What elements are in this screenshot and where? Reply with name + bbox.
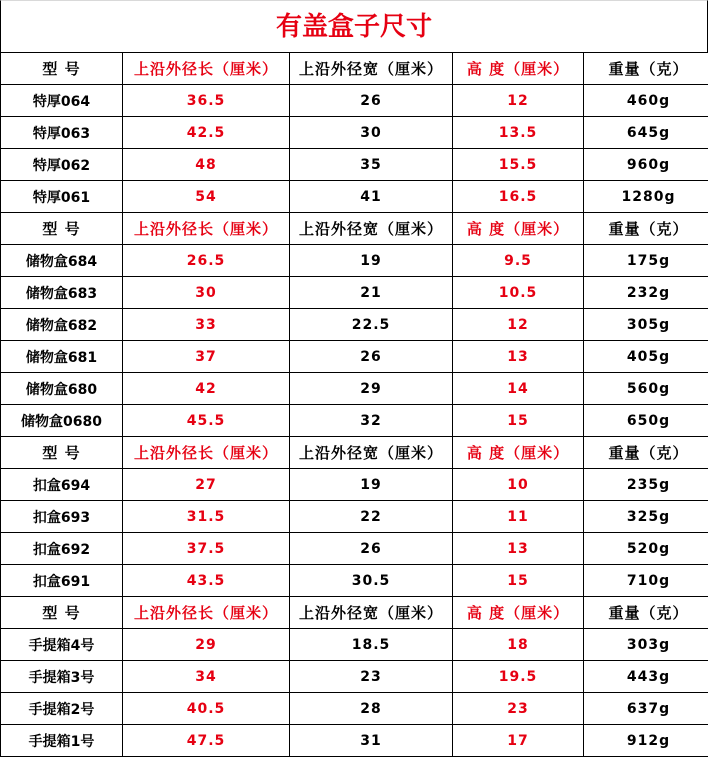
value-cell[interactable]: 27 bbox=[123, 469, 290, 501]
value-cell[interactable]: 710g bbox=[584, 565, 708, 597]
value-cell[interactable]: 28 bbox=[290, 693, 453, 725]
value-cell[interactable]: 16.5 bbox=[453, 181, 584, 213]
value-cell[interactable]: 22 bbox=[290, 501, 453, 533]
value-cell[interactable]: 41 bbox=[290, 181, 453, 213]
value-cell[interactable]: 14 bbox=[453, 373, 584, 405]
value-cell[interactable]: 54 bbox=[123, 181, 290, 213]
value-cell[interactable]: 26 bbox=[290, 85, 453, 117]
value-cell[interactable]: 30 bbox=[123, 277, 290, 309]
value-cell[interactable]: 13 bbox=[453, 341, 584, 373]
table-row bbox=[1, 309, 708, 341]
table-row bbox=[1, 725, 708, 757]
table-row bbox=[1, 245, 708, 277]
table-row bbox=[1, 693, 708, 725]
value-cell[interactable]: 325g bbox=[584, 501, 708, 533]
value-cell[interactable]: 17 bbox=[453, 725, 584, 757]
header-cell[interactable]: 重量（克） bbox=[584, 437, 708, 469]
header-cell[interactable]: 型 号 bbox=[1, 437, 123, 469]
value-cell[interactable]: 26.5 bbox=[123, 245, 290, 277]
value-cell[interactable]: 30.5 bbox=[290, 565, 453, 597]
value-cell[interactable]: 26 bbox=[290, 533, 453, 565]
model-cell[interactable]: 特厚064 bbox=[1, 85, 123, 117]
value-cell[interactable]: 31 bbox=[290, 725, 453, 757]
value-cell[interactable]: 10 bbox=[453, 469, 584, 501]
value-cell[interactable]: 960g bbox=[584, 149, 708, 181]
value-cell[interactable]: 650g bbox=[584, 405, 708, 437]
model-cell[interactable]: 特厚063 bbox=[1, 117, 123, 149]
header-cell[interactable]: 重量（克） bbox=[584, 213, 708, 245]
value-cell[interactable]: 35 bbox=[290, 149, 453, 181]
value-cell[interactable]: 175g bbox=[584, 245, 708, 277]
value-cell[interactable]: 11 bbox=[453, 501, 584, 533]
header-row bbox=[1, 53, 708, 85]
value-cell[interactable]: 12 bbox=[453, 309, 584, 341]
header-row bbox=[1, 213, 708, 245]
table-row bbox=[1, 565, 708, 597]
value-cell[interactable]: 19 bbox=[290, 469, 453, 501]
value-cell[interactable]: 30 bbox=[290, 117, 453, 149]
value-cell[interactable]: 560g bbox=[584, 373, 708, 405]
model-cell[interactable]: 储物盒682 bbox=[1, 309, 123, 341]
value-cell[interactable]: 235g bbox=[584, 469, 708, 501]
table-row bbox=[1, 181, 708, 213]
table-row bbox=[1, 373, 708, 405]
value-cell[interactable]: 40.5 bbox=[123, 693, 290, 725]
value-cell[interactable]: 9.5 bbox=[453, 245, 584, 277]
header-cell[interactable]: 上沿外径长（厘米） bbox=[123, 213, 290, 245]
table-row bbox=[1, 629, 708, 661]
header-cell[interactable]: 型 号 bbox=[1, 597, 123, 629]
value-cell[interactable]: 637g bbox=[584, 693, 708, 725]
value-cell[interactable]: 645g bbox=[584, 117, 708, 149]
value-cell[interactable]: 460g bbox=[584, 85, 708, 117]
table-row bbox=[1, 661, 708, 693]
value-cell[interactable]: 13 bbox=[453, 533, 584, 565]
table-row bbox=[1, 117, 708, 149]
model-cell[interactable]: 储物盒681 bbox=[1, 341, 123, 373]
header-cell[interactable]: 上沿外径宽（厘米） bbox=[290, 597, 453, 629]
table-row bbox=[1, 501, 708, 533]
model-cell[interactable]: 特厚061 bbox=[1, 181, 123, 213]
size-table bbox=[0, 52, 708, 757]
value-cell[interactable]: 19 bbox=[290, 245, 453, 277]
value-cell[interactable]: 26 bbox=[290, 341, 453, 373]
value-cell[interactable]: 48 bbox=[123, 149, 290, 181]
model-cell[interactable]: 扣盒693 bbox=[1, 501, 123, 533]
value-cell[interactable]: 303g bbox=[584, 629, 708, 661]
value-cell[interactable]: 18.5 bbox=[290, 629, 453, 661]
table-row bbox=[1, 533, 708, 565]
model-cell[interactable]: 储物盒0680 bbox=[1, 405, 123, 437]
value-cell[interactable]: 10.5 bbox=[453, 277, 584, 309]
value-cell[interactable]: 22.5 bbox=[290, 309, 453, 341]
value-cell[interactable]: 12 bbox=[453, 85, 584, 117]
model-cell[interactable]: 特厚062 bbox=[1, 149, 123, 181]
value-cell[interactable]: 37.5 bbox=[123, 533, 290, 565]
value-cell[interactable]: 18 bbox=[453, 629, 584, 661]
header-cell[interactable]: 重量（克） bbox=[584, 597, 708, 629]
header-cell[interactable]: 上沿外径宽（厘米） bbox=[290, 437, 453, 469]
value-cell[interactable]: 45.5 bbox=[123, 405, 290, 437]
header-cell[interactable]: 上沿外径长（厘米） bbox=[123, 597, 290, 629]
value-cell[interactable]: 42 bbox=[123, 373, 290, 405]
header-cell[interactable]: 高 度（厘米） bbox=[453, 437, 584, 469]
model-cell[interactable]: 储物盒683 bbox=[1, 277, 123, 309]
value-cell[interactable]: 15 bbox=[453, 405, 584, 437]
value-cell[interactable]: 36.5 bbox=[123, 85, 290, 117]
value-cell[interactable]: 21 bbox=[290, 277, 453, 309]
model-cell[interactable]: 手提箱4号 bbox=[1, 629, 123, 661]
model-cell[interactable]: 扣盒694 bbox=[1, 469, 123, 501]
header-cell[interactable]: 上沿外径长（厘米） bbox=[123, 437, 290, 469]
header-cell[interactable]: 高 度（厘米） bbox=[453, 53, 584, 85]
value-cell[interactable]: 305g bbox=[584, 309, 708, 341]
model-cell[interactable]: 手提箱2号 bbox=[1, 693, 123, 725]
model-cell[interactable]: 扣盒692 bbox=[1, 533, 123, 565]
header-cell[interactable]: 型 号 bbox=[1, 53, 123, 85]
table-row bbox=[1, 405, 708, 437]
header-cell[interactable]: 上沿外径长（厘米） bbox=[123, 53, 290, 85]
value-cell[interactable]: 34 bbox=[123, 661, 290, 693]
value-cell[interactable]: 29 bbox=[123, 629, 290, 661]
value-cell[interactable]: 232g bbox=[584, 277, 708, 309]
table-row bbox=[1, 149, 708, 181]
header-cell[interactable]: 重量（克） bbox=[584, 53, 708, 85]
table-row bbox=[1, 469, 708, 501]
value-cell[interactable]: 912g bbox=[584, 725, 708, 757]
header-cell[interactable]: 上沿外径宽（厘米） bbox=[290, 53, 453, 85]
table-row bbox=[1, 85, 708, 117]
value-cell[interactable]: 520g bbox=[584, 533, 708, 565]
value-cell[interactable]: 42.5 bbox=[123, 117, 290, 149]
value-cell[interactable]: 15.5 bbox=[453, 149, 584, 181]
value-cell[interactable]: 31.5 bbox=[123, 501, 290, 533]
value-cell[interactable]: 29 bbox=[290, 373, 453, 405]
page-title: 有盖盒子尺寸 bbox=[0, 0, 708, 52]
size-table-body bbox=[1, 53, 708, 757]
value-cell[interactable]: 443g bbox=[584, 661, 708, 693]
header-cell[interactable]: 上沿外径宽（厘米） bbox=[290, 213, 453, 245]
header-cell[interactable]: 型 号 bbox=[1, 213, 123, 245]
model-cell[interactable]: 储物盒680 bbox=[1, 373, 123, 405]
value-cell[interactable]: 23 bbox=[290, 661, 453, 693]
table-row bbox=[1, 277, 708, 309]
value-cell[interactable]: 15 bbox=[453, 565, 584, 597]
header-row bbox=[1, 437, 708, 469]
header-row bbox=[1, 597, 708, 629]
value-cell[interactable]: 43.5 bbox=[123, 565, 290, 597]
model-cell[interactable]: 手提箱1号 bbox=[1, 725, 123, 757]
value-cell[interactable]: 1280g bbox=[584, 181, 708, 213]
model-cell[interactable]: 储物盒684 bbox=[1, 245, 123, 277]
value-cell[interactable]: 33 bbox=[123, 309, 290, 341]
value-cell[interactable]: 47.5 bbox=[123, 725, 290, 757]
model-cell[interactable]: 扣盒691 bbox=[1, 565, 123, 597]
table-row bbox=[1, 341, 708, 373]
header-cell[interactable]: 高 度（厘米） bbox=[453, 597, 584, 629]
value-cell[interactable]: 405g bbox=[584, 341, 708, 373]
value-cell[interactable]: 32 bbox=[290, 405, 453, 437]
value-cell[interactable]: 37 bbox=[123, 341, 290, 373]
header-cell[interactable]: 高 度（厘米） bbox=[453, 213, 584, 245]
value-cell[interactable]: 19.5 bbox=[453, 661, 584, 693]
value-cell[interactable]: 13.5 bbox=[453, 117, 584, 149]
model-cell[interactable]: 手提箱3号 bbox=[1, 661, 123, 693]
value-cell[interactable]: 23 bbox=[453, 693, 584, 725]
